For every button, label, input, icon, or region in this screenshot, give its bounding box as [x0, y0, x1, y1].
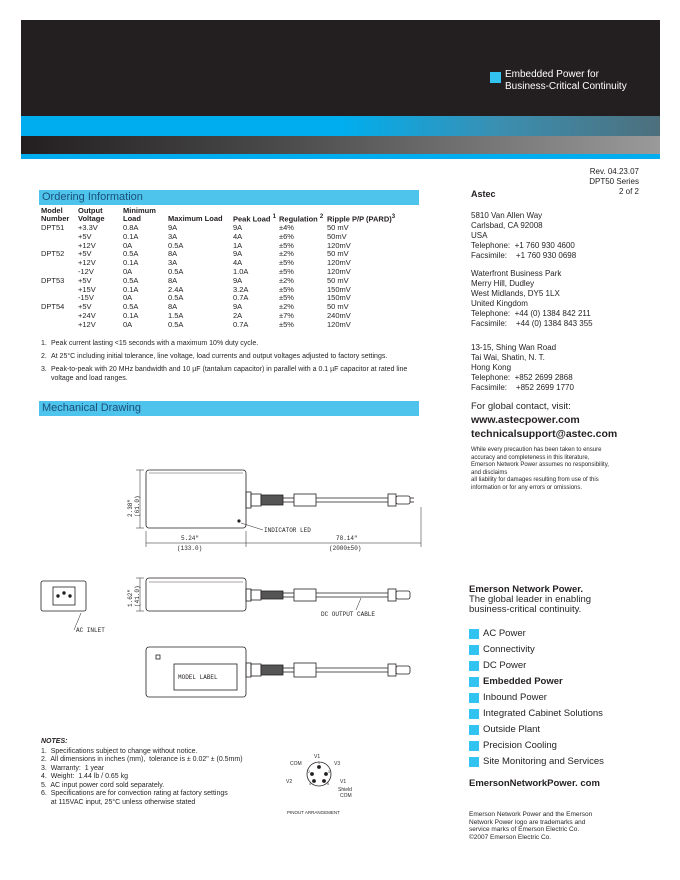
model-cell: DPT54 — [41, 302, 65, 312]
global-contact-label: For global contact, visit: — [471, 401, 571, 412]
min-load-cell: 0A — [123, 240, 133, 250]
square-bullet-icon — [469, 629, 479, 639]
footnote: 2. At 25°C including initial tolerance, line voltage, load currents and output voltages adjusted to factory settings. — [41, 353, 388, 360]
note-item: 1. Specifications subject to change without notice. — [41, 747, 198, 755]
header-minimum-load: Minimum Load — [123, 206, 156, 223]
pin-com-label: COM — [290, 761, 302, 767]
ac-inlet-end — [41, 581, 86, 611]
mechanical-title: Mechanical Drawing — [39, 401, 419, 416]
ripple-cell: 150mV — [327, 293, 351, 303]
cable-mm-label: (2000±50) — [329, 545, 362, 552]
max-load-cell: 3A — [168, 258, 178, 268]
header-model: Model Number — [41, 206, 70, 223]
model-cell — [41, 321, 78, 330]
model-cell: DPT52 — [41, 249, 65, 259]
output-voltage-cell: -15V — [78, 293, 94, 303]
business-item-label: DC Power — [483, 660, 527, 671]
regulation-cell: ±5% — [279, 258, 294, 268]
max-load-cell: 1.5A — [168, 310, 184, 320]
psu-body-bottom — [146, 647, 246, 697]
note-item: 2. All dimensions in inches (mm), tolerance is ± 0.02" ± (0.5mm) — [41, 756, 243, 763]
header-cyan-stripe — [21, 116, 660, 136]
footnote: 3. Peak-to-peak with 20 MHz bandwidth and 10 µF (tantalum capacitor) in parallel with a 0.1 µF capacitor at rated line voltage and load ranges. — [41, 366, 408, 382]
website-link[interactable]: www.astecpower.com — [471, 414, 580, 426]
output-voltage-cell: +12V — [78, 319, 96, 329]
psu-body-top — [146, 470, 246, 528]
business-item — [469, 677, 659, 693]
business-list — [469, 629, 659, 773]
emerson-column — [469, 585, 659, 841]
height-in-label: 2.38" — [127, 498, 134, 517]
min-load-cell: 0.1A — [123, 310, 139, 320]
dc-output-cable-label: DC OUTPUT CABLE — [321, 611, 376, 618]
min-load-cell: 0A — [123, 293, 133, 303]
ordering-footnotes — [41, 339, 421, 387]
max-load-cell: 2.4A — [168, 284, 184, 294]
peak-load-cell: 0.7A — [233, 293, 249, 303]
output-voltage-cell: +5V — [78, 249, 92, 259]
support-email-link[interactable]: technicalsupport@astec.com — [471, 428, 618, 440]
output-voltage-cell: +3.3V — [78, 223, 98, 232]
header-peak-load: Peak Load $^1$ — [233, 213, 276, 223]
max-load-cell: 0.5A — [168, 266, 184, 276]
min-load-cell: 0.8A — [123, 223, 139, 232]
max-load-cell: 0.5A — [168, 319, 184, 329]
ripple-cell: 120mV — [327, 240, 351, 250]
company-name: Astec — [471, 189, 496, 199]
pin-v2-label: V2 — [286, 779, 293, 785]
ac-inlet-label: AC INLET — [76, 627, 105, 634]
width-mm-label: (133.0) — [177, 545, 203, 552]
ripple-cell: 240mV — [327, 310, 351, 320]
top-view — [127, 470, 421, 552]
regulation-cell: ±7% — [279, 310, 294, 320]
min-load-cell: 0A — [123, 266, 133, 276]
regulation-cell: ±2% — [279, 275, 294, 285]
tagline-line-2: Business-Critical Continuity — [505, 81, 627, 92]
side-view — [41, 578, 410, 634]
max-load-cell: 3A — [168, 231, 178, 241]
square-bullet-icon — [490, 72, 501, 83]
pinout-diagram — [286, 754, 352, 815]
regulation-cell: ±5% — [279, 240, 294, 250]
output-voltage-cell: +12V — [78, 258, 96, 268]
output-voltage-cell: +12V — [78, 240, 96, 250]
pin-number: 2 — [308, 770, 310, 774]
ordering-table — [41, 207, 397, 330]
square-bullet-icon — [469, 677, 479, 687]
table-row — [41, 321, 397, 330]
square-bullet-icon — [469, 661, 479, 671]
business-item — [469, 645, 659, 661]
peak-load-cell: 0.7A — [233, 319, 249, 329]
min-load-cell: 0.1A — [123, 231, 139, 241]
output-voltage-cell: +24V — [78, 310, 96, 320]
address-usa: 5810 Van Allen Way Carlsbad, CA 92008 USA Telephone: +1 760 930 4600 Facsimile: +1 760 930 0698 — [471, 211, 577, 260]
note-item: 4. Weight: 1.44 lb / 0.65 kg — [41, 773, 129, 780]
cable-in-label: 78.14" — [336, 535, 358, 542]
business-item-label: Inbound Power — [483, 692, 547, 703]
max-load-cell: 0.5A — [168, 293, 184, 303]
model-cell: DPT51 — [41, 223, 65, 232]
pin-number: 4 — [309, 782, 311, 786]
note-item: at 115VAC input, 25°C unless otherwise stated — [41, 798, 196, 806]
max-load-cell: 9A — [168, 223, 178, 232]
model-cell: DPT53 — [41, 275, 65, 285]
note-item: 5. AC input power cord sold separately. — [41, 781, 165, 789]
output-voltage-cell: -12V — [78, 266, 94, 276]
header-regulation: Regulation $^2$ — [279, 213, 324, 223]
model-cell — [41, 312, 78, 321]
indicator-led-label: INDICATOR LED — [264, 527, 311, 534]
business-item — [469, 741, 659, 757]
business-item — [469, 757, 659, 773]
regulation-cell: ±4% — [279, 223, 294, 232]
emerson-name: Emerson Network Power. — [469, 584, 584, 595]
min-load-cell: 0.1A — [123, 284, 139, 294]
peak-load-cell: 4A — [233, 258, 243, 268]
business-item-label: Outside Plant — [483, 724, 541, 735]
peak-load-cell: 3.2A — [233, 284, 249, 294]
address-hk: 13-15, Shing Wan Road Tai Wai, Shatin, N. T. Hong Kong Telephone: +852 2699 2868 Facsimile: +852 2699 1770 — [471, 343, 574, 392]
pin-v3-label: V3 — [334, 761, 341, 767]
output-voltage-cell: +5V — [78, 275, 92, 285]
pin-com-bottom-label: COM — [340, 793, 352, 799]
pinout-caption: PINOUT ARRANGEMENT — [287, 810, 340, 815]
pin-v1-label: V1 — [314, 754, 321, 760]
regulation-cell: ±6% — [279, 231, 294, 241]
min-load-cell: 0A — [123, 319, 133, 329]
min-load-cell: 0.5A — [123, 249, 139, 259]
square-bullet-icon — [469, 757, 479, 767]
business-item — [469, 725, 659, 741]
pin-number: 1 — [318, 761, 320, 765]
ripple-cell: 50mV — [327, 231, 347, 241]
min-load-cell: 0.5A — [123, 302, 139, 312]
square-bullet-icon — [469, 693, 479, 703]
business-item — [469, 693, 659, 709]
regulation-cell: ±5% — [279, 293, 294, 303]
peak-load-cell: 9A — [233, 223, 243, 232]
ripple-cell: 120mV — [327, 258, 351, 268]
ordering-title: Ordering Information — [39, 190, 419, 205]
model-cell — [41, 233, 78, 242]
regulation-cell: ±5% — [279, 319, 294, 329]
ripple-cell: 50 mV — [327, 302, 349, 312]
output-voltage-cell: +5V — [78, 302, 92, 312]
output-voltage-cell: +15V — [78, 284, 96, 294]
business-item-label: Site Monitoring and Services — [483, 756, 604, 767]
header-maximum-load: Maximum Load — [168, 214, 223, 223]
model-cell — [41, 259, 78, 268]
pin-number: 3 — [328, 770, 330, 774]
min-load-cell: 0.5A — [123, 275, 139, 285]
peak-load-cell: 1A — [233, 240, 243, 250]
business-item-label: AC Power — [483, 628, 526, 639]
revision-page: 2 of 2 — [618, 187, 639, 196]
ferrite-bead — [294, 494, 316, 506]
psu-body-side — [146, 578, 246, 611]
max-load-cell: 8A — [168, 275, 178, 285]
ripple-cell: 120mV — [327, 319, 351, 329]
disclaimer: While every precaution has been taken to ensure accuracy and completeness in this literature, Emerson Network Power assumes no responsibility, and disclaims all liability for damages resulting from use of this information or for any errors or omissions. — [471, 447, 609, 491]
peak-load-cell: 9A — [233, 275, 243, 285]
max-load-cell: 0.5A — [168, 240, 184, 250]
note-item: 6. Specifications are for convection rating at factory settings — [41, 790, 228, 797]
ripple-cell: 120mV — [327, 266, 351, 276]
business-item — [469, 629, 659, 645]
model-cell — [41, 286, 78, 295]
depth-in-label: 1.62" — [127, 588, 134, 607]
header-bottom-line — [21, 154, 660, 159]
peak-load-cell: 1.0A — [233, 266, 249, 276]
regulation-cell: ±2% — [279, 249, 294, 259]
min-load-cell: 0.1A — [123, 258, 139, 268]
footnote: 1. Peak current lasting <15 seconds with a maximum 10% duty cycle. — [41, 340, 259, 347]
height-mm-label: (61.0) — [134, 495, 141, 517]
note-item: 3. Warranty: 1 year — [41, 764, 105, 772]
peak-load-cell: 9A — [233, 302, 243, 312]
business-item-label: Embedded Power — [483, 676, 563, 687]
depth-mm-label: (41.0) — [134, 585, 141, 607]
model-label-text: MODEL LABEL — [178, 674, 218, 681]
ripple-cell: 50 mV — [327, 275, 349, 285]
header-band — [21, 20, 660, 159]
bottom-view — [146, 647, 410, 697]
peak-load-cell: 9A — [233, 249, 243, 259]
notes-block — [41, 738, 281, 807]
output-voltage-cell: +5V — [78, 231, 92, 241]
ripple-cell: 150mV — [327, 284, 351, 294]
emerson-tagline-2: business-critical continuity. — [469, 604, 582, 615]
ripple-cell: 50 mV — [327, 223, 349, 232]
revision-date: Rev. 04.23.07 — [589, 167, 639, 176]
pin-number: 5 — [327, 782, 329, 786]
square-bullet-icon — [469, 725, 479, 735]
header-output-voltage: Output Voltage — [78, 206, 105, 223]
business-item-label: Integrated Cabinet Solutions — [483, 708, 603, 719]
emerson-site-link[interactable]: EmersonNetworkPower. com — [469, 778, 600, 789]
square-bullet-icon — [469, 645, 479, 655]
regulation-cell: ±2% — [279, 302, 294, 312]
revision-series: DPT50 Series — [589, 177, 639, 186]
pin-shield-label: Shield — [338, 787, 352, 793]
max-load-cell: 8A — [168, 302, 178, 312]
square-bullet-icon — [469, 709, 479, 719]
business-item-label: Connectivity — [483, 644, 535, 655]
business-item — [469, 661, 659, 677]
square-bullet-icon — [469, 741, 479, 751]
regulation-cell: ±5% — [279, 284, 294, 294]
header-ripple: Ripple P/P (PARD)$^3$ — [327, 213, 396, 223]
emerson-tagline-1: The global leader in enabling — [469, 594, 592, 605]
address-uk: Waterfront Business Park Merry Hill, Dudley West Midlands, DY5 1LX United Kingdom Telephone: +44 (0) 1384 842 211 Facsimile: +44 (0) 1384 843 355 — [471, 269, 593, 328]
contact-column — [471, 189, 661, 492]
max-load-cell: 8A — [168, 249, 178, 259]
business-item-label: Precision Cooling — [483, 740, 557, 751]
width-in-label: 5.24" — [181, 535, 200, 542]
peak-load-cell: 4A — [233, 231, 243, 241]
peak-load-cell: 2A — [233, 310, 243, 320]
ripple-cell: 50 mV — [327, 249, 349, 259]
business-item — [469, 709, 659, 725]
pin-v1b-label: V1 — [340, 779, 347, 785]
trademark-notice: Emerson Network Power and the Emerson Network Power logo are trademarks and service marks of Emerson Electric Co. ©2007 Emerson Electric Co. — [469, 811, 593, 841]
table-header-row — [41, 207, 397, 224]
notes-title: NOTES: — [41, 738, 68, 745]
tagline-line-1: Embedded Power for — [505, 69, 599, 80]
regulation-cell: ±5% — [279, 266, 294, 276]
